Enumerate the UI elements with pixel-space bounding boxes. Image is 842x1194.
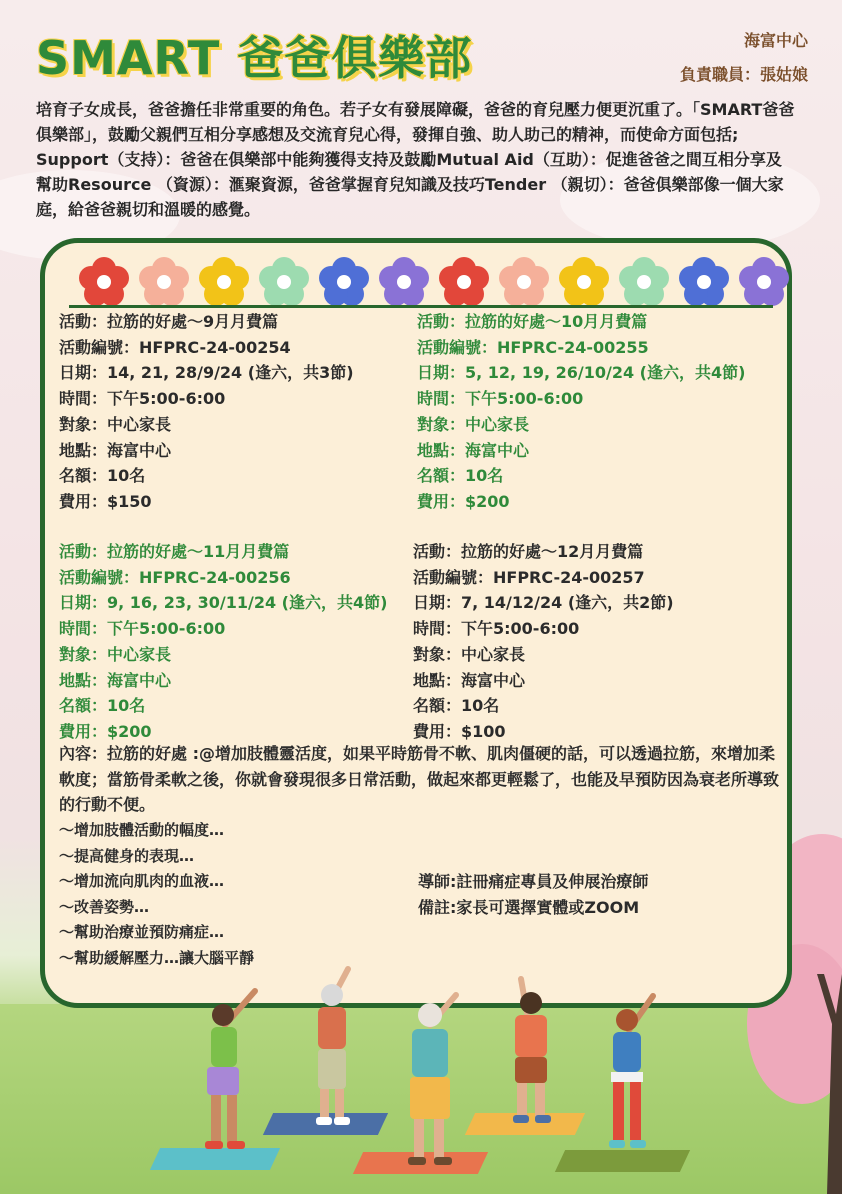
- activity-line: 時間：下午5:00-6:00: [413, 619, 580, 639]
- benefit-item: ～增加流向肌肉的血液…: [59, 872, 225, 890]
- activity-line: 地點：海富中心: [59, 440, 172, 460]
- activity-line: 活動編號：HFPRC-24-00257: [413, 567, 645, 587]
- remark-note: 備註:家長可選擇實體或ZOOM: [418, 897, 640, 917]
- stretching-person-illustration: [595, 990, 665, 1165]
- activity-line: 名額：10名: [417, 466, 504, 486]
- activity-line: 地點：海富中心: [417, 440, 530, 460]
- stretching-person-illustration: [495, 975, 565, 1135]
- flower-icon: [679, 257, 729, 307]
- center-name: 海富中心: [743, 31, 808, 50]
- flower-icon: [619, 257, 669, 307]
- flower-icon: [79, 257, 129, 307]
- activity-line: 對象：中心家長: [59, 644, 172, 664]
- activity-line: 日期：5, 12, 19, 26/10/24 (逢六，共4節): [417, 363, 746, 383]
- flower-icon: [259, 257, 309, 307]
- page-title: SMART 爸爸俱樂部: [36, 31, 473, 85]
- flower-icon: [439, 257, 489, 307]
- activity-line: 日期：7, 14/12/24 (逢六，共2節): [413, 593, 674, 613]
- activity-line: 活動：拉筋的好處～9月月費篇: [59, 312, 279, 331]
- stretching-person-illustration: [195, 985, 265, 1160]
- activity-line: 對象：中心家長: [417, 414, 530, 434]
- activity-line: 時間：下午5:00-6:00: [417, 389, 584, 409]
- activity-block-oct: [417, 309, 745, 515]
- activity-line: 費用：$150: [59, 491, 152, 511]
- activity-line: 日期：14, 21, 28/9/24 (逢六，共3節): [59, 363, 354, 383]
- activity-block-sep: [59, 309, 354, 515]
- activity-block-nov: [59, 539, 387, 745]
- benefit-item: ～改善姿勢…: [59, 897, 150, 916]
- activity-line: 日期：9, 16, 23, 30/11/24 (逢六，共4節): [59, 593, 388, 613]
- activity-line: 費用：$100: [413, 721, 506, 741]
- activity-line: 時間：下午5:00-6:00: [59, 389, 226, 409]
- stretching-person-illustration: [390, 985, 470, 1175]
- content-description: 內容：拉筋的好處 :@增加肢體靈活度，如果平時筋骨不軟、肌肉僵硬的話，可以透過拉筋，來增加柔軟度；當筋骨柔軟之後，你就會發現很多日常活動，做起來都更輕鬆了，也能及早預防因為衰老所導致的行動不便。: [59, 744, 780, 814]
- activity-line: 對象：中心家長: [59, 414, 172, 434]
- benefit-item: ～幫助緩解壓力…讓大腦平靜: [59, 948, 255, 967]
- activity-line: 名額：10名: [59, 466, 146, 486]
- activity-line: 對象：中心家長: [413, 644, 526, 664]
- activity-line: 地點：海富中心: [59, 670, 172, 690]
- intro-paragraph: 培育子女成長，爸爸擔任非常重要的角色。若子女有發展障礙，爸爸的育兒壓力便更沉重了。「SMART爸爸俱樂部」，鼓勵父親們互相分享感想及交流育兒心得，發揮自強、助人助己的精神，而使命方面包括; Support（支持）：爸爸在俱樂部中能夠獲得支持及鼓勵Mutual Aid（互助）：促進爸爸之間互相分享及幫助Resource （資源）：滙聚資源，爸爸掌握育兒知識及技巧Tender （親切）：爸爸俱樂部像一個大家庭，給爸爸親切和溫暖的感覺。: [36, 100, 795, 219]
- activity-panel: [40, 238, 792, 1008]
- activity-line: 活動編號：HFPRC-24-00254: [59, 337, 291, 357]
- activity-block-dec: [413, 539, 674, 745]
- benefit-item: ～幫助治療並預防痛症…: [59, 923, 225, 941]
- benefit-item: ～增加肢體活動的幅度…: [59, 821, 225, 839]
- flower-icon: [499, 257, 549, 307]
- flower-icon: [739, 257, 789, 307]
- activity-line: 費用：$200: [417, 491, 510, 511]
- activity-line: 時間：下午5:00-6:00: [59, 619, 226, 639]
- instructor-note: 導師:註冊痛症專員及伸展治療師: [418, 872, 649, 891]
- activity-line: 活動：拉筋的好處～11月月費篇: [59, 542, 290, 561]
- flower-icon: [559, 257, 609, 307]
- activity-line: 費用：$200: [59, 721, 152, 741]
- benefit-list: [59, 818, 254, 971]
- flower-row: [79, 257, 789, 307]
- flower-icon: [319, 257, 369, 307]
- activity-line: 活動編號：HFPRC-24-00256: [59, 567, 291, 587]
- activity-line: 活動：拉筋的好處～12月月費篇: [413, 542, 644, 561]
- divider: [69, 305, 773, 308]
- activity-line: 名額：10名: [413, 696, 500, 716]
- activity-line: 地點：海富中心: [413, 670, 526, 690]
- activity-line: 名額：10名: [59, 696, 146, 716]
- flower-icon: [199, 257, 249, 307]
- activity-line: 活動：拉筋的好處～10月月費篇: [417, 312, 648, 331]
- activity-line: 活動編號：HFPRC-24-00255: [417, 337, 649, 357]
- benefit-item: ～提高健身的表現…: [59, 846, 195, 865]
- flower-icon: [379, 257, 429, 307]
- stretching-person-illustration: [300, 965, 370, 1135]
- notes: [418, 869, 648, 920]
- flower-icon: [139, 257, 189, 307]
- staff-in-charge: 負責職員：張姑娘: [679, 65, 808, 84]
